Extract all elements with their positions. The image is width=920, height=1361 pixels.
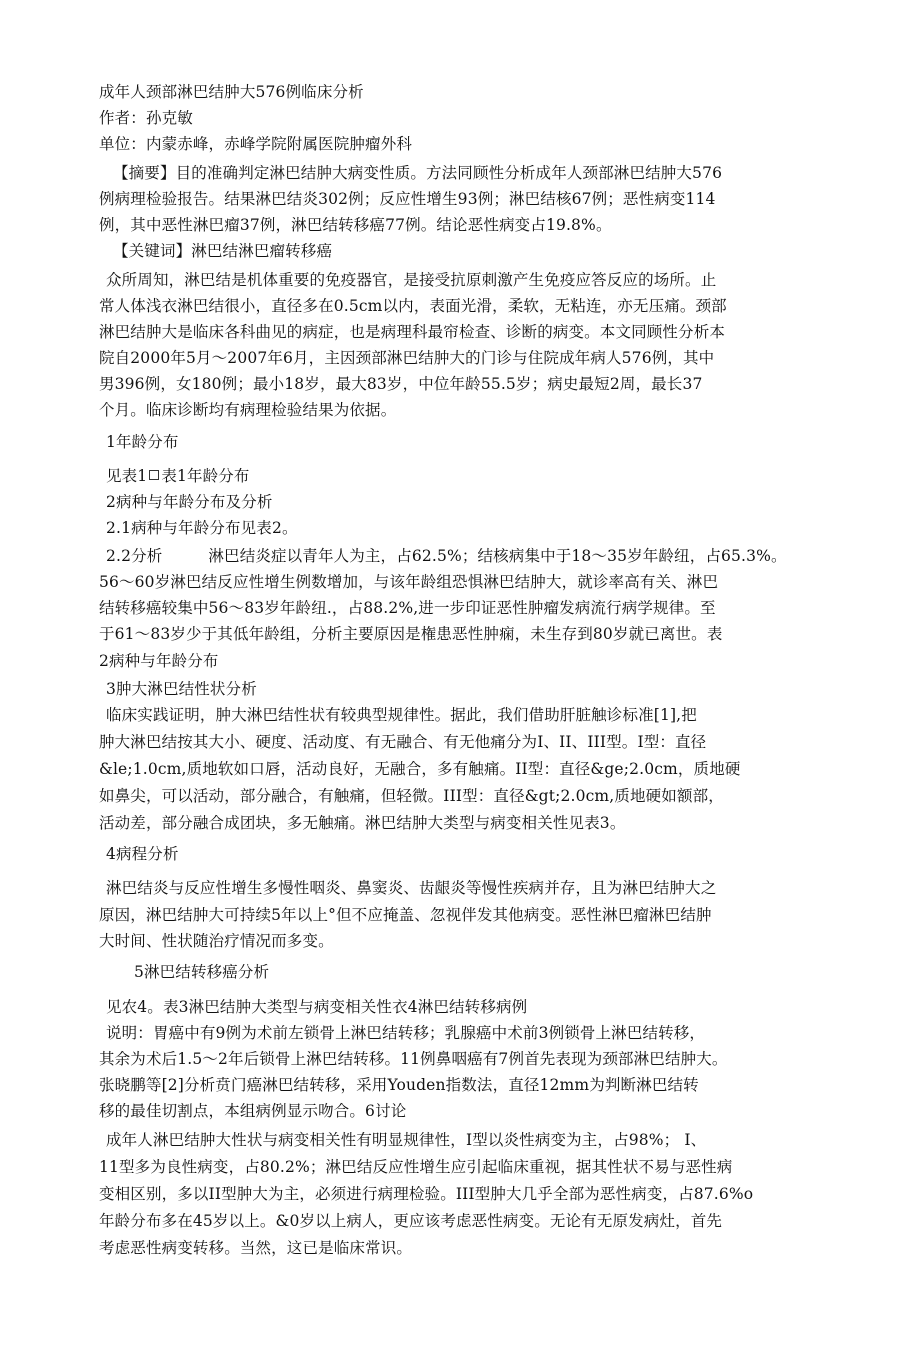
discussion-line: 考虑恶性病变转移。当然，这已是临床常识。 bbox=[99, 1239, 413, 1257]
section-2-2-text: 淋巴结炎症以青年人为主，占62.5%；结核病集中于18～35岁年龄纽，占65.3%。 bbox=[208, 547, 787, 565]
section-3-line: 活动差，部分融合成团块，多无触痛。淋巴结肿大类型与病变相关性见表3。 bbox=[99, 814, 626, 832]
table-1-reference bbox=[106, 466, 250, 486]
section-5-line: 移的最佳切割点，本组病例显示吻合。6讨论 bbox=[99, 1102, 407, 1120]
section-2-1: 2.1病种与年龄分布见表2。 bbox=[106, 519, 298, 537]
section-2-2-line: 结转移癌较集中56～83岁年龄纽.，占88.2%,进一步印证恶性肿瘤发病流行病学规律。至 bbox=[99, 599, 716, 617]
section-5-line: 说明：胃癌中有9例为术前左锁骨上淋巴结转移；乳腺癌中术前3例锁骨上淋巴结转移， bbox=[106, 1024, 706, 1042]
keywords-line: 【关键词】淋巴结淋巴瘤转移癌 bbox=[113, 242, 333, 260]
intro-line: 院自2000年5月～2007年6月，主因颈部淋巴结肿大的门诊与住院成年病人576例，其中 bbox=[99, 349, 715, 367]
section-4-line: 大时间、性状随治疗情况而多变。 bbox=[99, 932, 334, 950]
discussion-line: 11型多为良性病变，占80.2%；淋巴结反应性增生应引起临床重视，据其性状不易与恶性病 bbox=[99, 1158, 733, 1176]
section-5-line: 张晓鹏等[2]分析贲门癌淋巴结转移，采用Youden指数法，直径12mm为判断淋巴结转 bbox=[99, 1076, 699, 1094]
discussion-line: 年龄分布多在45岁以上。&0岁以上病人，更应该考虑恶性病变。无论有无原发病灶，首先 bbox=[99, 1212, 723, 1230]
discussion-line: 变相区别，多以II型肿大为主，必须进行病理检验。III型肿大几乎全部为恶性病变，占87.6%o bbox=[99, 1185, 754, 1203]
author-line: 作者：孙克敏 bbox=[99, 109, 193, 127]
table-1-caption: 表1年龄分布 bbox=[161, 467, 250, 485]
discussion-line: 成年人淋巴结肿大性状与病变相关性有明显规律性，I型以炎性病变为主，占98%； I、 bbox=[106, 1131, 707, 1149]
section-2-2-first-line bbox=[106, 546, 787, 566]
section-4-line: 原因，淋巴结肿大可持续5年以上°但不应掩盖、忽视伴发其他病变。恶性淋巴瘤淋巴结肿 bbox=[99, 906, 712, 924]
intro-line: 众所周知，淋巴结是机体重要的免疫器官，是接受抗原刺激产生免疫应答反应的场所。止 bbox=[106, 271, 717, 289]
intro-line: 淋巴结肿大是临床各科曲见的病症，也是病理科最帘检查、诊断的病变。本文同顾性分析本 bbox=[99, 323, 726, 341]
section-2-2-line: 于61～83岁少于其低年龄组，分析主要原因是権患恶性肿痫，未生存到80岁就已离世。表 bbox=[99, 625, 723, 643]
section-4-heading: 4病程分析 bbox=[106, 845, 179, 863]
abstract-line: 例病理检验报告。结果淋巴结炎302例；反应性增生93例；淋巴结核67例；恶性病变114 bbox=[99, 190, 716, 208]
section-3-line: 如鼻尖，可以活动，部分融合，有触痛，但轻微。III型：直径&gt;2.0cm,质地硬如额部， bbox=[99, 787, 724, 805]
intro-line: 男396例，女180例；最小18岁，最大83岁，中位年龄55.5岁；病史最短2周，最长37 bbox=[99, 375, 703, 393]
section-3-heading: 3肿大淋巴结性状分析 bbox=[106, 680, 257, 698]
section-3-line: 肿大淋巴结按其大小、硬度、活动度、有无融合、有无他痛分为I、II、III型。I型：直径 bbox=[99, 733, 707, 751]
section-3-line: &le;1.0cm,质地软如口唇，活动良好，无融合，多有触痛。II型：直径&ge;2.0cm，质地硬 bbox=[99, 760, 741, 778]
section-4-line: 淋巴结炎与反应性增生多慢性咽炎、鼻窦炎、齿龈炎等慢性疾病并存，且为淋巴结肿大之 bbox=[106, 879, 717, 897]
table-2-caption: 2病种与年龄分布 bbox=[99, 652, 219, 670]
placeholder-box-icon bbox=[149, 470, 159, 480]
section-2-2-label: 2.2分析 bbox=[106, 547, 163, 565]
table-1-see: 见表1 bbox=[106, 467, 148, 485]
affiliation-line: 单位：内蒙赤峰，赤峰学院附属医院肿瘤外科 bbox=[99, 135, 413, 153]
article-title: 成年人颈部淋巴结肿大576例临床分析 bbox=[99, 83, 364, 101]
section-3-line: 临床实践证明，肿大淋巴结性状有较典型规律性。据此，我们借助肝脏触诊标准[1],把 bbox=[106, 706, 697, 724]
section-5-heading: 5淋巴结转移癌分析 bbox=[134, 963, 270, 981]
section-5-line: 其余为术后1.5～2年后锁骨上淋巴结转移。11例鼻咽癌有7例首先表现为颈部淋巴结肿大。 bbox=[99, 1050, 728, 1068]
section-2-2-line: 56～60岁淋巴结反应性增生例数增加，与该年龄组恐惧淋巴结肿大，就诊率高有关、淋巴 bbox=[99, 573, 719, 591]
section-2-heading: 2病种与年龄分布及分析 bbox=[106, 493, 273, 511]
abstract-line: 【摘要】目的准确判定淋巴结肿大病变性质。方法同顾性分析成年人颈部淋巴结肿大576 bbox=[113, 164, 723, 182]
section-1-heading: 1年龄分布 bbox=[106, 433, 179, 451]
abstract-line: 例，其中恶性淋巴瘤37例，淋巴结转移癌77例。结论恶性病变占19.8%。 bbox=[99, 216, 612, 234]
intro-line: 常人体浅衣淋巴结很小，直径多在0.5cm以内，表面光滑，柔软，无粘连，亦无压痛。颈部 bbox=[99, 297, 727, 315]
intro-line: 个月。临床诊断均有病理检验结果为依据。 bbox=[99, 401, 397, 419]
section-5-line: 见农4。表3淋巴结肿大类型与病变相关性衣4淋巴结转移病例 bbox=[106, 998, 528, 1016]
